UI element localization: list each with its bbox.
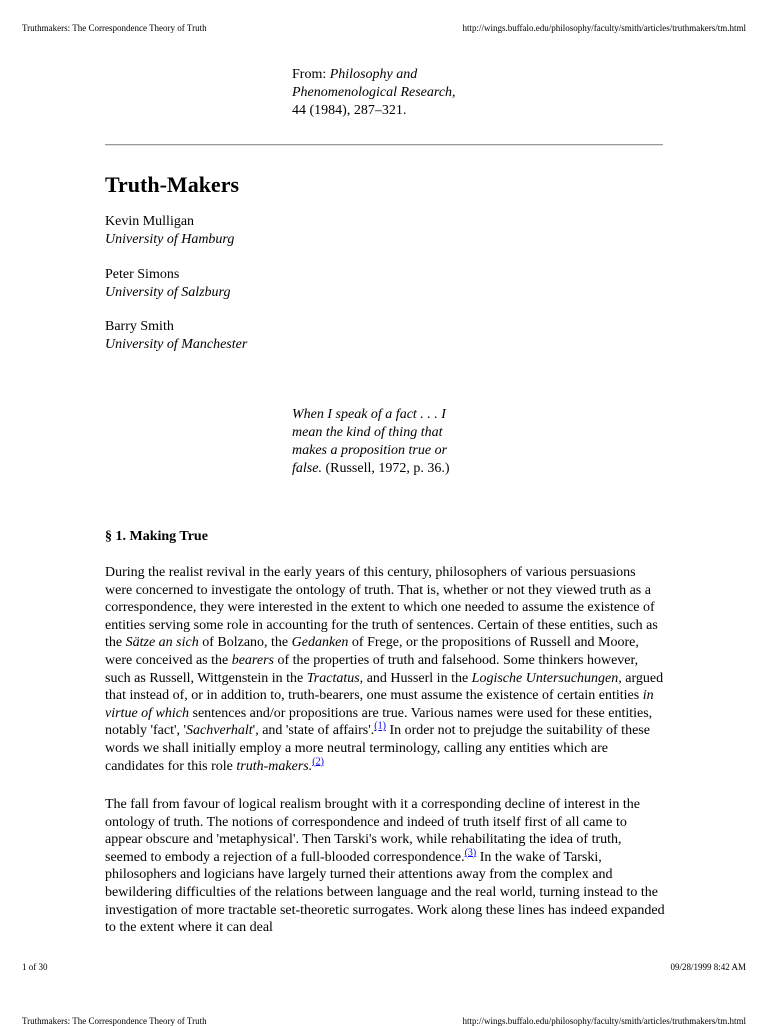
page-footer [22,962,746,972]
page-number: 1 of 30 [22,962,48,972]
citation-prefix: From: [292,67,330,82]
citation-comma: , [452,85,456,100]
paragraph-1: During the realist revival in the early years of this century, philosophers of various persuasions were concerned to investigate the ontology of truth. That is, whether or not they viewed truth as a correspondence, they were interested in the extent to which one needed to assume the existence of entities serving some role in accounting for the truth of sentences. Certain of these entities, such as the Sätze an sich of Bolzano, the Gedanken of Frege, or the propositions of Russell and Moore, were conceived as the bearers of the properties of truth and falsehood. Some thinkers however, such as Russell, Wittgenstein in the Tractatus, and Husserl in the Logische Untersuchungen, argued that instead of, or in addition to, truth-bearers, one must assume the existence of certain entities in virtue of which sentences and/or propositions are true. Various names were used for these entities, notably 'fact', 'Sachverhalt', and 'state of affairs'.$^{(1)}$ In order not to prejudge the suitability of these words we shall initially employ a more neutral terminology, calling any entities which are candidates for this role truth-makers.$^{(2)}$ [105,565,664,774]
section-heading: § 1. Making True [105,529,208,544]
author-affiliation: University of Manchester [105,337,248,352]
paragraph-2: The fall from favour of logical realism brought with it a corresponding decline of interest in the ontology of truth. The notions of correspondence and indeed of truth itself first of all came to appear obscure and 'metaphysical'. Then Tarski's work, while rehabilitating the idea of truth, seemed to embody a rejection of a full-blooded correspondence.$^{(3)}$ In the wake of Tarski, philosophers and logicians have largely turned their attentions away from the complex and bewildering difficulties of the relations between language and the real world, turning instead to the investigation of more tractable set-theoretic surrogates. Work along these lines has indeed expanded to the extent where it can deal [105,797,665,936]
epigraph-quote: When I speak of a fact . . . I mean the kind of thing that makes a proposition true or false. [292,407,448,476]
citation-journal-line1: Philosophy and [329,67,418,82]
print-timestamp: 09/28/1999 8:42 AM [670,962,746,972]
next-page-header-url: http://wings.buffalo.edu/philosophy/faculty/smith/articles/truthmakers/tm.html [462,1016,746,1026]
epigraph-source: (Russell, 1972, p. 36.) [321,461,450,476]
author-name: Kevin Mulligan [105,214,195,229]
horizontal-rule [105,144,663,146]
footnote-link-2[interactable]: (2) [312,755,324,767]
citation-journal-line2: Phenomenological Research [292,85,453,100]
author-name: Barry Smith [105,319,174,334]
article-title: Truth-Makers [105,172,240,197]
author-block [105,266,230,302]
page-header-url: http://wings.buffalo.edu/philosophy/faculty/smith/articles/truthmakers/tm.html [462,23,746,33]
author-block [105,318,247,354]
author-affiliation: University of Salzburg [105,285,231,300]
author-block [105,213,234,249]
citation [292,66,532,120]
footnote-link-3[interactable]: (3) [464,847,477,859]
next-page-header-title: Truthmakers: The Correspondence Theory of Truth [22,1016,207,1026]
footnote-link-1[interactable]: (1) [374,720,386,732]
citation-volume: 44 (1984), 287–321. [292,103,407,118]
page-header-title: Truthmakers: The Correspondence Theory of Truth [22,23,207,33]
page-header [22,23,746,33]
epigraph [292,406,472,478]
author-name: Peter Simons [105,267,180,282]
author-affiliation: University of Hamburg [105,232,235,247]
next-page-header [22,1016,746,1026]
